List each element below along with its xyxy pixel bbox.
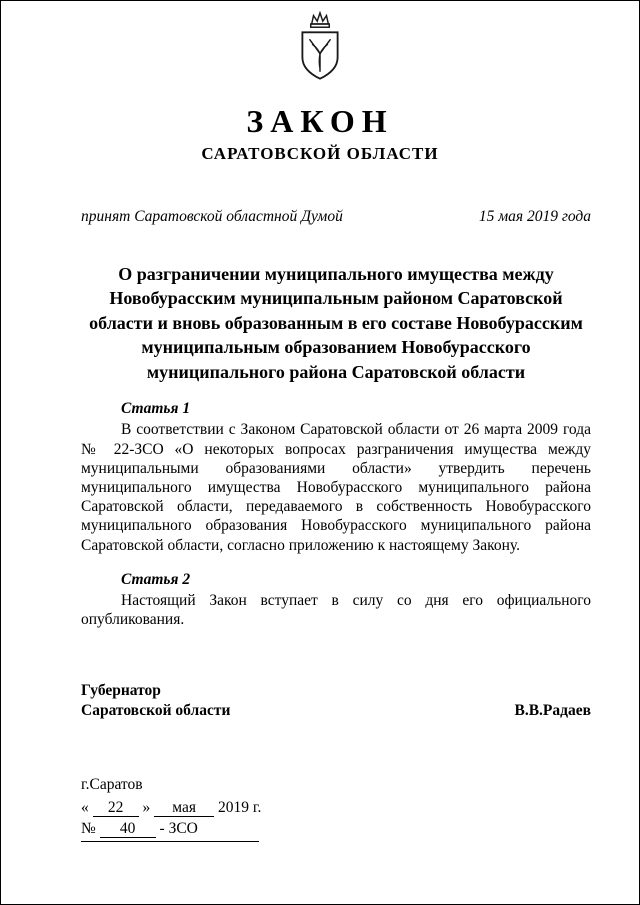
document-subtitle: САРАТОВСКОЙ ОБЛАСТИ — [201, 144, 439, 163]
signature-position-line2: Саратовской области — [81, 701, 231, 719]
law-title: О разграничении муниципального имущества между Новобурасским муниципальным районом Саратовской области и вновь образованным в его составе Новобурасским муниципальным образованием Новобурасского муниципального района Саратовской области — [89, 264, 583, 382]
footer-number: 40 — [100, 820, 156, 838]
article-2 — [81, 571, 591, 629]
article-2-heading: Статья 2 — [121, 570, 191, 588]
number-suffix: - ЗСО — [159, 820, 198, 838]
article-1 — [81, 400, 591, 555]
document-footer — [81, 776, 591, 842]
coat-of-arms-icon — [290, 11, 350, 87]
quote-close: » — [142, 799, 151, 817]
footer-day: 22 — [93, 799, 139, 817]
footer-city: г.Саратов — [81, 776, 143, 794]
document-title: ЗАКОН — [246, 103, 394, 139]
footer-date-line — [81, 799, 591, 817]
adopted-date-text: 15 мая 2019 года — [478, 208, 591, 225]
signature-name: В.В.Радаев — [514, 702, 591, 720]
quote-open: « — [81, 799, 89, 817]
adopted-by-text: принят Саратовской областной Думой — [81, 208, 343, 225]
footer-number-line — [81, 820, 591, 838]
article-1-heading: Статья 1 — [121, 400, 191, 418]
number-sign: № — [81, 820, 96, 838]
adoption-line — [81, 208, 591, 226]
signature-position-line1: Губернатор — [81, 682, 161, 700]
signature-position — [81, 681, 230, 720]
footer-year: 2019 г. — [218, 799, 262, 817]
footer-rule — [81, 841, 259, 842]
article-1-text: В соответствии с Законом Саратовской области от 26 марта 2009 года № 22-ЗСО «О некоторых вопросах разграничения имущества между муниципальными образованиями области» утвердить перечень муниципального имущества Новобурасского муниципального района Саратовской области, передаваемого в собственность Новобурасского муниципального образования Новобурасского муниципального района Саратовской области, согласно приложению к настоящему Закону. — [81, 421, 591, 554]
footer-month: мая — [154, 799, 214, 817]
article-2-text: Настоящий Закон вступает в силу со дня его официального опубликования. — [81, 591, 591, 629]
signature-block — [81, 681, 591, 720]
